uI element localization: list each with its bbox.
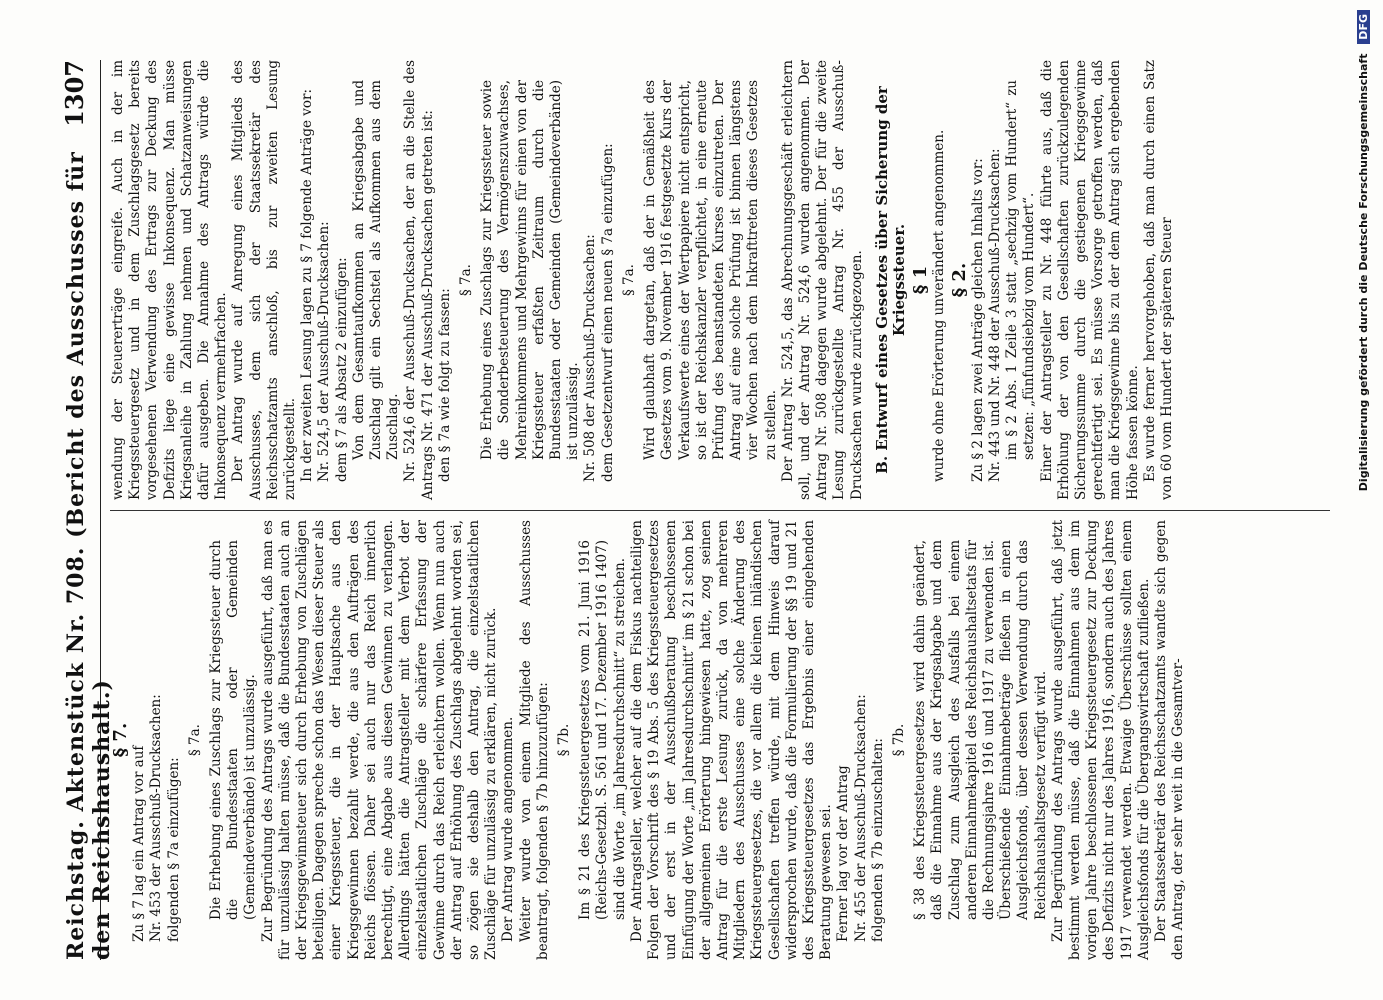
paragraph: den § 7a wie folgt zu fassen: xyxy=(436,288,453,482)
paragraph: Der Antrag Nr. 524,5, das Abrechnungsgeschäft erleichtern soll, und der Antrag Nr. 524,6 wurden angenommen. Der Antrag Nr. 508 dagegen wurde abgelehnt. Der für die zweite Lesung zurückgestellte Antrag Nr. 455 der Ausschuß-Drucksachen wurde zurückgezogen. xyxy=(779,60,865,500)
column-divider xyxy=(110,510,1330,511)
page-number: 1307 xyxy=(60,60,89,127)
paragraph: Nr. 524,6 der Ausschuß-Drucksachen, der an die Stelle des Antrags Nr. 471 der Ausschuß-Drucksachen getreten ist: xyxy=(402,60,436,500)
paragraph: Einer der Antragsteller zu Nr. 448 führte aus, daß die Erhöhung der von den Gesellschaften zurückzulegenden Sicherungssumme durch die gestiegenen Kriegsgewinne gerechtfertigt sei. Es müsse Vorsorge getroffen werden, daß man die Kriegsgewinne bis zu der dem Antrag sich ergebenden Höhe fassen könne. xyxy=(1038,60,1141,500)
rotated-document-page xyxy=(60,60,1340,960)
paragraph: folgenden § 7b einzuschalten: xyxy=(869,738,886,942)
paragraph: Nr. 453 der Ausschuß-Drucksachen: xyxy=(148,694,165,942)
subsection-heading: § 7b. xyxy=(556,723,573,757)
subsection-heading: § 7a. xyxy=(620,264,637,296)
paragraph: Wird glaubhaft dargetan, daß der in Gemäßheit des Gesetzes vom 9. November 1916 festgesetzte Kurs der Verkaufswerte eines der Wertpapiere nicht entspricht, so ist der Reichskanzler verpflichtet, in eine erneute Prüfung des beanstandeten Kurses einzutreten. Der Antrag auf eine solche Prüfung ist binnen längstens vier Wochen nach dem Inkrafttreten dieses Gesetzes zu stellen. xyxy=(642,80,779,460)
paragraph: Der Antrag wurde angenommen. xyxy=(500,716,517,942)
digitization-credit xyxy=(1357,10,1379,1000)
paragraph: im § 2 Abs. 1 Zeile 3 statt „sechzig vom Hundert“ zu setzen: „fünfundsiebzig vom Hundert“. xyxy=(1004,80,1038,460)
paragraph: § 38 des Kriegssteuergesetzes wird dahin geändert, daß die Einnahme aus der Kriegsabgabe und dem Zuschlag zum Ausgleich des Ausfalls bei einem anderen Einnahmekapitel des Reichshaushaltsetats für die Rechnungsjahre 1916 und 1917 zu verwenden ist. Überschießende Einnahmebeträge fließen in einen Ausgleichsfonds, über dessen Verwendung durch das Reichshaushaltsgesetz verfügt wird. xyxy=(912,540,1049,920)
paragraph: wurde ohne Erörterung unverändert angenommen. xyxy=(931,129,948,482)
paragraph: Der Antragsteller, welcher auf die dem Fiskus nachteiligen Folgen der Vorschrift des § 19 Abs. 5 des Kriegssteuergesetzes und der erst in der Ausschußberatung beschlossenen Einfügung der Worte „im Jahresdurchschnitt“ im § 21 schon bei der allgemeinen Erörterung hingewiesen hatte, zog seinen Antrag für die erste Lesung zurück, da von mehreren Mitgliedern des Ausschusses eine solche Änderung des Kriegssteuergesetzes, die vor allem die kleinen inländischen Gesellschaften treffen würde, mit dem Hinweis darauf widersprochen wurde, daß die Formulierung der §§ 19 und 21 des Kriegssteuergesetzes das Ergebnis einer eingehenden Beratung gewesen sei. xyxy=(628,520,835,960)
paragraph: Zur Begründung des Antrags wurde ausgeführt, daß man es für unzulässig halten müsse, daß die Bundesstaaten auch an der Kriegsgewinnsteuer sich durch Erhebung von Zuschlägen beteiligen. Dagegen spreche schon das Wesen dieser Steuer als einer Kriegssteuer, die in der Hauptsache aus den Kriegsgewinnen bezahlt werde, die aus den Aufträgen des Reichs flössen. Daher sei auch nur das Reich innerlich berechtigt, eine Abgabe aus diesen Gewinnen zu verlangen. Allerdings hätten die Antragsteller mit dem Verbot der einzelstaatlichen Zuschläge die schärfere Erfassung der Gewinne durch das Reich erleichtern wollen. Wenn nun auch der Antrag auf Erhöhung des Zuschlags abgelehnt worden sei, so zögen sie deshalb den Antrag, die einzelstaatlichen Zuschläge für unzulässig zu erklären, nicht zurück. xyxy=(259,520,500,960)
paragraph: Nr. 443 und Nr. 448 der Ausschuß-Drucksachen: xyxy=(986,148,1003,482)
section-heading: § 7. xyxy=(110,722,131,758)
paragraph: Nr. 508 der Ausschuß-Drucksachen: xyxy=(582,234,599,482)
paragraph: Von dem Gesamtaufkommen an Kriegsabgabe und Zuschlag gilt ein Sechstel als Aufkommen aus dem Zuschlag. xyxy=(350,80,402,460)
section-heading: § 2. xyxy=(948,262,970,298)
paragraph: Die Erhebung eines Zuschlags zur Kriegssteuer sowie die Sonderbesteuerung des Vermögenszuwachses, Mehreinkommens und Mehrgewinns für einen von der Kriegssteuer erfaßten Zeitraum durch die Bundesstaaten oder Gemeinden (Gemeindeverbände) ist unzulässig. xyxy=(479,80,582,460)
paragraph: Ferner lag vor der Antrag xyxy=(835,765,852,942)
paragraph: Nr. 524,5 der Ausschuß-Drucksachen: xyxy=(316,221,333,482)
section-heading: B. Entwurf eines Gesetzes über Sicherung der Kriegssteuer. xyxy=(872,86,908,474)
paragraph: Weiter wurde von einem Mitgliede des Ausschusses beantragt, folgenden § 7b hinzuzufügen: xyxy=(517,520,551,960)
digitization-credit-text xyxy=(1357,2,1379,1000)
subsection-heading: § 7a. xyxy=(186,724,203,756)
paragraph: In der zweiten Lesung lagen zu § 7 folgende Anträge vor: xyxy=(299,88,316,482)
paragraph: folgenden § 7a einzufügen: xyxy=(165,757,182,942)
text-column-right xyxy=(110,60,1176,500)
credit-line: Digitalisierung gefördert durch die Deutsche Forschungsgemeinschaft xyxy=(1357,53,1370,492)
paragraph: Zu § 7 lag ein Antrag vor auf xyxy=(131,745,148,942)
subsection-heading: § 7b. xyxy=(890,723,907,757)
paragraph: dem § 7 als Absatz 2 einzufügen: xyxy=(333,257,350,482)
paragraph: Der Staatssekretär des Reichsschatzamts wandte sich gegen den Antrag, der sehr weit in die Gesamtver- xyxy=(1152,520,1187,960)
subsection-heading: § 7a. xyxy=(458,264,475,296)
paragraph: Im § 21 des Kriegssteuergesetzes vom 21. Juni 1916 (Reichs-Gesetzbl. S. 561 und 17. Dezember 1916 1407) sind die Worte „im Jahresdurchschnitt“ zu streichen. xyxy=(577,540,628,920)
paragraph: dem Gesetzentwurf einen neuen § 7a einzufügen: xyxy=(599,143,616,482)
paragraph: Die Erhebung eines Zuschlags zur Kriegssteuer durch die Bundesstaaten oder Gemeinden (Gemeindeverbände) ist unzulässig. xyxy=(208,540,259,920)
running-header xyxy=(60,60,115,960)
paragraph: wendung der Steuererträge eingreife. Auch in der im Kriegssteuergesetz und in dem Zuschlagsgesetz bereits vorgesehenen Verwendung des Ertrags zur Deckung des Defizits liege eine gewisse Inkonsequenz. Man müsse Kriegsanleihe in Zahlung nehmen und Schatzanweisungen dafür ausgeben. Die Annahme des Antrags würde die Inkonsequenz vermehrfachen. xyxy=(110,60,230,500)
paragraph: Zu § 2 lagen zwei Anträge gleichen Inhalts vor: xyxy=(969,158,986,482)
text-column-left xyxy=(110,520,1187,960)
paragraph: Nr. 455 der Ausschuß-Drucksachen: xyxy=(852,694,869,942)
dfg-badge: DFG xyxy=(1357,10,1370,44)
section-heading: § 1 xyxy=(910,265,932,295)
paragraph: Zur Begründung des Antrags wurde ausgeführt, daß jetzt bestimmt werden müsse, daß die Einnahmen aus dem im vorigen Jahre beschlossenen Kriegssteuergesetz zur Deckung des Defizits nicht nur des Jahres 1916, sondern auch des Jahres 1917 verwendet werden. Etwaige Überschüsse sollten einem Ausgleichsfonds für die Übergangswirtschaft zufließen. xyxy=(1049,520,1152,960)
header-title: Reichstag. Aktenstück Nr. 708. (Bericht des Ausschusses für den Reichshaushalt.) xyxy=(63,151,115,960)
paragraph: Der Antrag wurde auf Anregung eines Mitglieds des Ausschusses, dem sich der Staatssekretär des Reichsschatzamts anschloß, bis zur zweiten Lesung zurückgestellt. xyxy=(230,60,299,500)
paragraph: Es wurde ferner hervorgehoben, daß man durch einen Satz von 60 vom Hundert der späteren Steuer xyxy=(1141,60,1175,500)
